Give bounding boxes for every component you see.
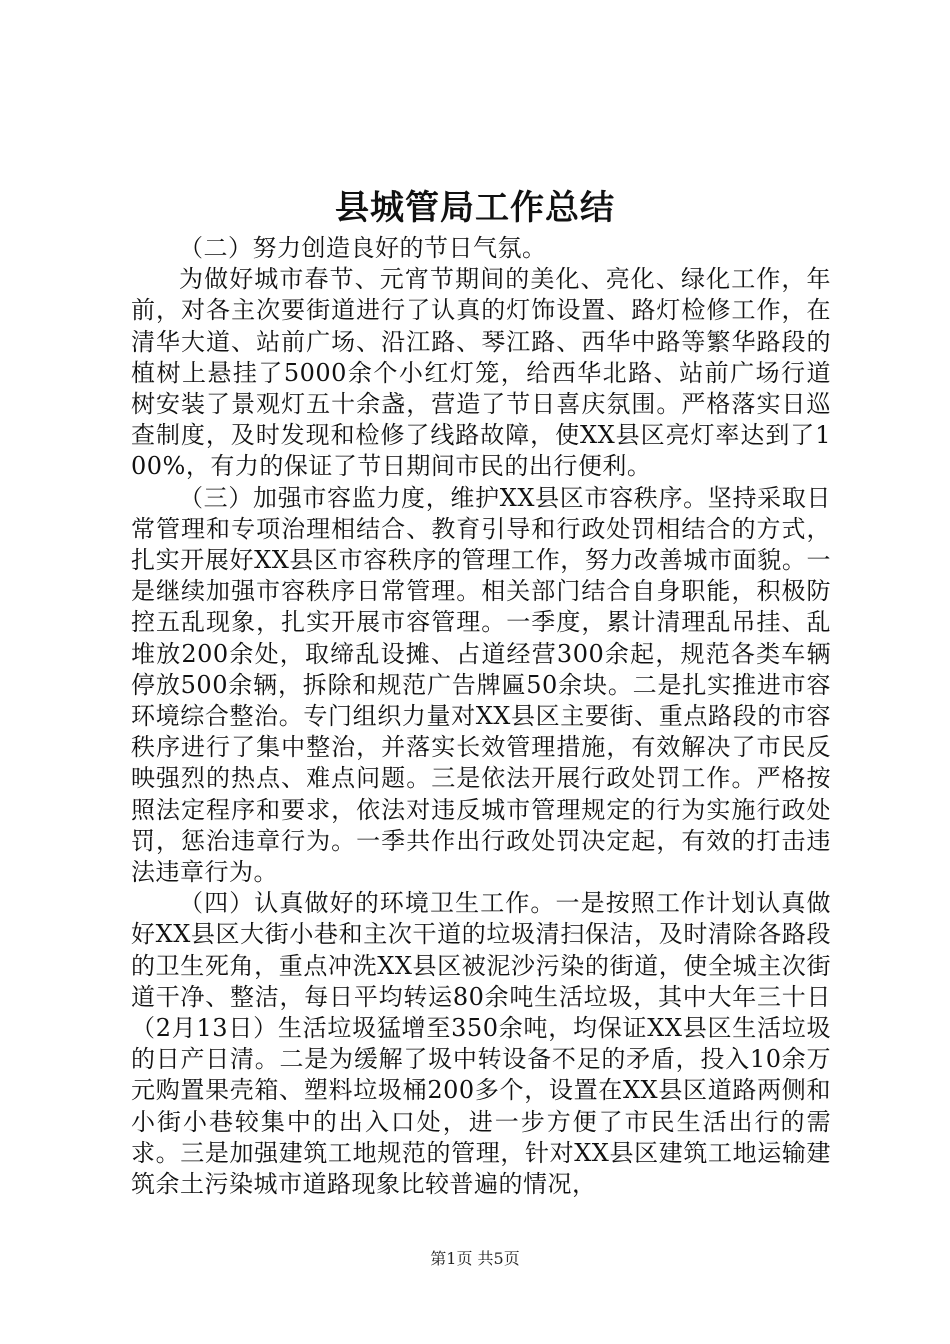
document-body	[131, 233, 831, 1200]
paragraph-festival-lighting: 为做好城市春节、元宵节期间的美化、亮化、绿化工作，年前，对各主次要街道进行了认真的灯饰设置、路灯检修工作，在清华大道、站前广场、沿江路、琴江路、西华中路等繁华路段的植树上悬挂了5000余个小红灯笼，给西华北路、站前广场行道树安装了景观灯五十余盏，营造了节日喜庆氛围。严格落实日巡查制度，及时发现和检修了线路故障，使XX县区亮灯率达到了100%，有力的保证了节日期间市民的出行便利。	[131, 265, 831, 481]
page-number-footer: 第1页 共5页	[430, 1249, 520, 1268]
paragraph-festival-atmosphere-heading: （二）努力创造良好的节日气氛。	[179, 234, 547, 262]
document-title: 县城管局工作总结	[335, 188, 615, 228]
paragraph-city-appearance-order: （三）加强市容监力度，维护XX县区市容秩序。坚持采取日常管理和专项治理相结合、教育引导和行政处罚相结合的方式，扎实开展好XX县区市容秩序的管理工作，努力改善城市面貌。一是继续加强市容秩序日常管理。相关部门结合自身职能，积极防控五乱现象，扎实开展市容管理。一季度，累计清理乱吊挂、乱堆放200余处，取缔乱设摊、占道经营300余起，规范各类车辆停放500余辆，拆除和规范广告牌匾50余块。二是扎实推进市容环境综合整治。专门组织力量对XX县区主要街、重点路段的市容秩序进行了集中整治，并落实长效管理措施，有效解决了市民反映强烈的热点、难点问题。三是依法开展行政处罚工作。严格按照法定程序和要求，依法对违反城市管理规定的行为实施行政处罚，惩治违章行为。一季共作出行政处罚决定起，有效的打击违法违章行为。	[131, 483, 831, 887]
paragraph-environmental-sanitation: （四）认真做好的环境卫生工作。一是按照工作计划认真做好XX县区大街小巷和主次干道的垃圾清扫保洁，及时清除各路段的卫生死角，重点冲洗XX县区被泥沙污染的街道，使全城主次街道干净、整洁，每日平均转运80余吨生活垃圾，其中大年三十日（2月13日）生活垃圾猛增至350余吨，均保证XX县区生活垃圾的日产日清。二是为缓解了圾中转设备不足的矛盾，投入10余万元购置果壳箱、塑料垃圾桶200多个，设置在XX县区道路两侧和小街小巷较集中的出入口处，进一步方便了市民生活出行的需求。三是加强建筑工地规范的管理，针对XX县区建筑工地运输建筑余土污染城市道路现象比较普遍的情况，	[131, 889, 831, 1199]
